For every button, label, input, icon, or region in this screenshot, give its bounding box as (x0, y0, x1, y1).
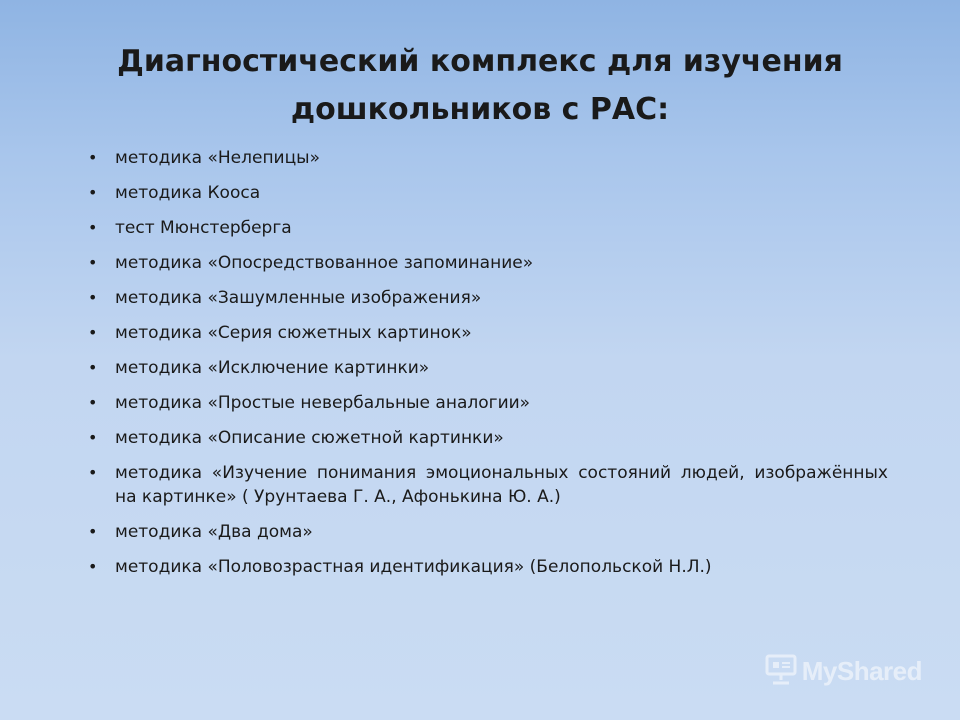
bullet-dot: • (88, 428, 98, 447)
list-item-text: методика «Зашумленные изображения» (115, 288, 482, 308)
list-item (88, 216, 888, 240)
list-item-text: методика Кооса (115, 183, 261, 203)
bullet-list (88, 146, 888, 590)
watermark-logo (764, 653, 922, 690)
list-item (88, 286, 888, 310)
list-item (88, 146, 888, 170)
list-item (88, 356, 888, 380)
list-item (88, 181, 888, 205)
list-item (88, 555, 888, 579)
list-item-text: методика «Серия сюжетных картинок» (115, 323, 472, 343)
list-item (88, 321, 888, 345)
bullet-dot: • (88, 393, 98, 412)
list-item-text: методика «Два дома» (115, 522, 313, 542)
bullet-dot: • (88, 288, 98, 307)
bullet-dot: • (88, 253, 98, 272)
bullet-dot: • (88, 183, 98, 202)
list-item-text: методика «Описание сюжетной картинки» (115, 428, 504, 448)
bullet-dot: • (88, 463, 98, 482)
watermark-text: MyShared (801, 656, 922, 686)
list-item-text: методика «Исключение картинки» (115, 358, 430, 378)
list-item (88, 251, 888, 275)
bullet-dot: • (88, 358, 98, 377)
list-item (88, 426, 888, 450)
bullet-dot: • (88, 218, 98, 237)
bullet-dot: • (88, 148, 98, 167)
list-item-text: методика «Изучение понимания эмоциональных состояний людей, изображённых на картинке» ( Урунтаева Г. А., Афонькина Ю. А.) (115, 463, 888, 507)
presentation-board-icon (764, 653, 798, 690)
list-item-text: методика «Нелепицы» (115, 148, 321, 168)
slide-title: Диагностический комплекс для изучения дошкольников с РАС: (117, 44, 843, 127)
bullet-dot: • (88, 522, 98, 541)
list-item (88, 461, 888, 509)
bullet-dot: • (88, 557, 98, 576)
bullet-dot: • (88, 323, 98, 342)
list-item-text: методика «Половозрастная идентификация» (Белопольской Н.Л.) (115, 557, 712, 577)
list-item (88, 391, 888, 415)
list-item-text: методика «Простые невербальные аналогии» (115, 393, 531, 413)
list-item (88, 520, 888, 544)
list-item-text: методика «Опосредствованное запоминание» (115, 253, 534, 273)
list-item-text: тест Мюнстерберга (115, 218, 292, 238)
